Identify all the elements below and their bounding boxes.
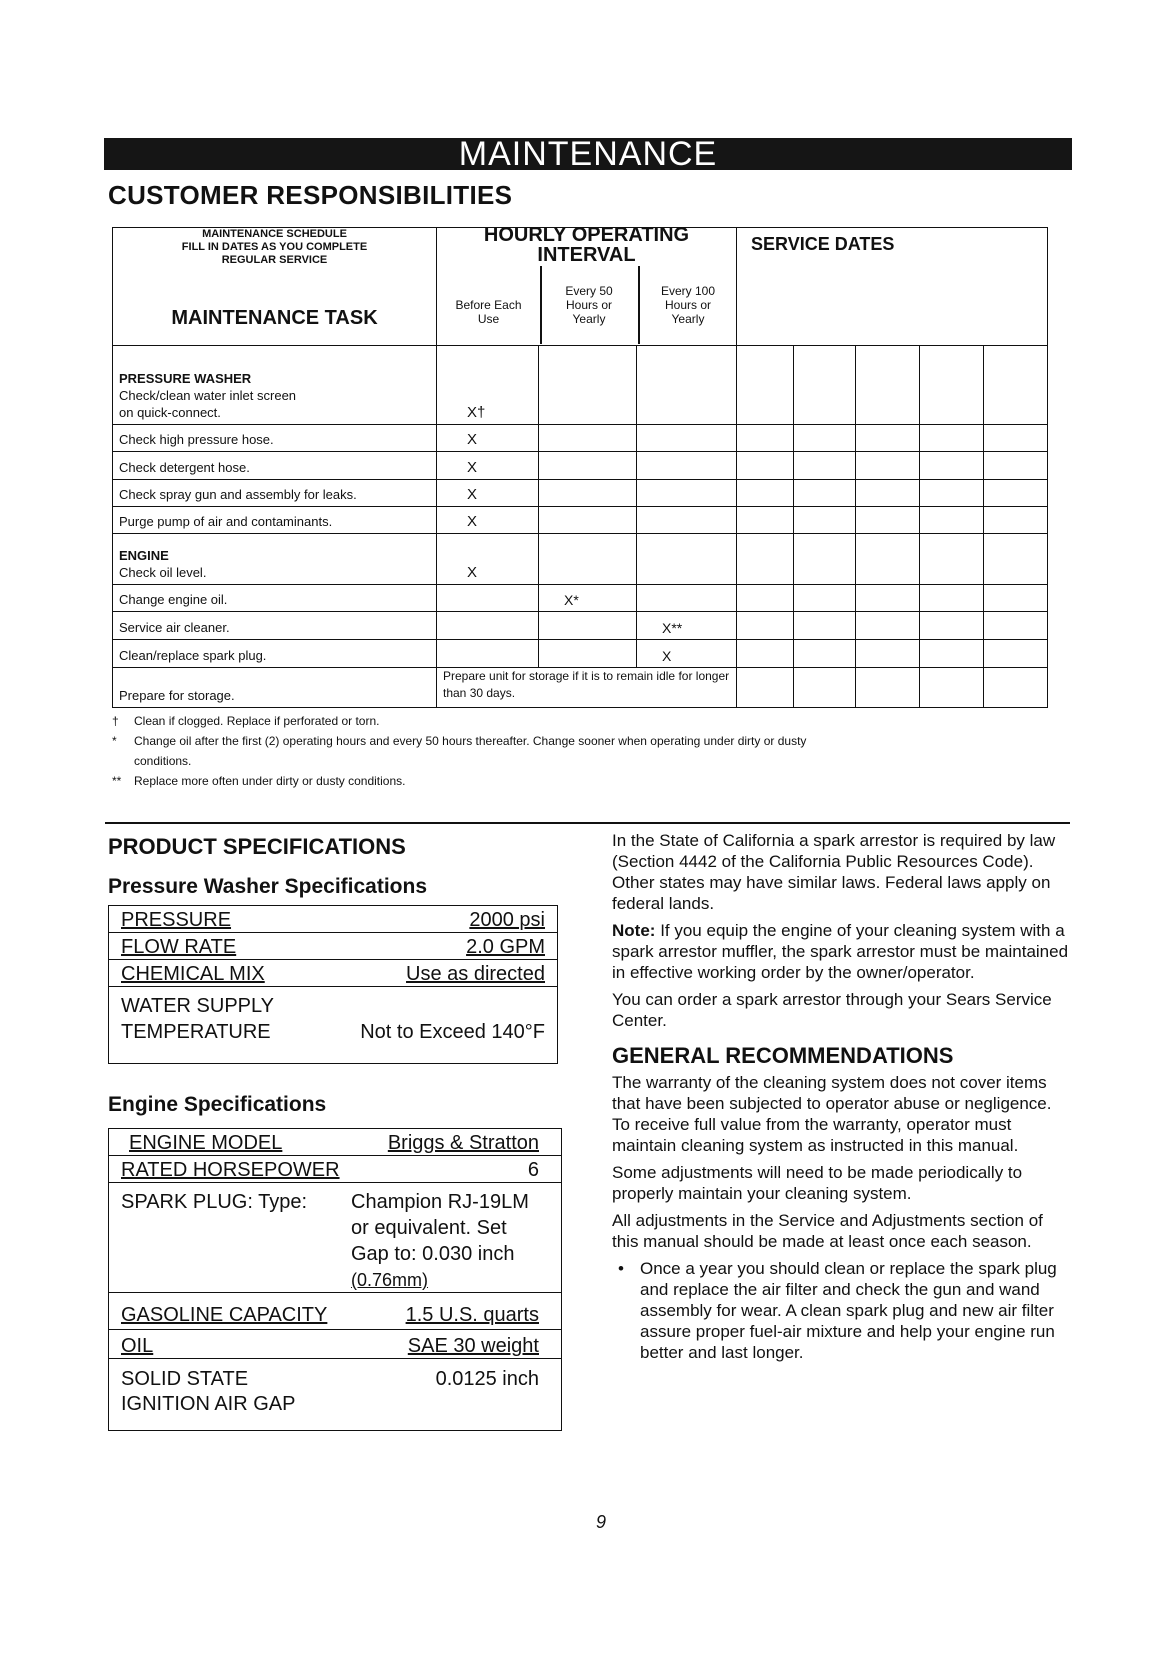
pressure-washer-spec-table	[108, 905, 558, 1064]
oil-label: OIL	[121, 1335, 154, 1357]
interval-mark-cell	[437, 584, 539, 611]
interval-mark-cell: X	[437, 506, 539, 533]
interval-col1-header	[437, 298, 540, 326]
interval-col2-line2: Hours or	[565, 298, 612, 312]
spec-row-pressure	[109, 906, 557, 933]
task-name-line: Check spray gun and assembly for leaks.	[119, 486, 357, 502]
spark-plug-value-4: (0.76mm)	[351, 1270, 429, 1290]
interval-mark-cell	[637, 534, 737, 585]
service-date-cell[interactable]	[794, 479, 856, 506]
task-name-cell	[113, 534, 437, 585]
footnote-2-text: Change oil after the first (2) operating hours and every 50 hours thereafter. Change sooner when operating under dirty or dusty	[134, 734, 807, 748]
footnote-1-mark: †	[112, 714, 119, 728]
water-label-1: WATER SUPPLY	[121, 995, 274, 1017]
horsepower-value: 6	[527, 1159, 539, 1181]
section-banner	[104, 135, 1072, 173]
interval-mark-cell	[637, 346, 737, 425]
footnote-1	[112, 711, 1072, 731]
interval-col3-header	[638, 284, 738, 326]
gasoline-value: 1.5 U.S. quarts	[405, 1304, 539, 1326]
water-value: Not to Exceed 140°F	[360, 1021, 545, 1043]
service-date-cell[interactable]	[737, 425, 794, 452]
spec-row-spark-plug	[109, 1183, 561, 1293]
service-date-cell[interactable]	[737, 346, 794, 425]
engine-spec-table	[108, 1128, 562, 1431]
task-row	[113, 584, 1048, 611]
interval-col2-header	[540, 284, 638, 326]
service-date-cell[interactable]	[984, 584, 1048, 611]
interval-mark-cell	[539, 425, 637, 452]
adjustments-paragraph: Some adjustments will need to be made periodically to properly maintain your cleaning system.	[612, 1163, 1023, 1203]
task-row	[113, 534, 1048, 585]
ignition-label-1: SOLID STATE	[121, 1368, 249, 1390]
schedule-header-line1: MAINTENANCE SCHEDULE	[202, 228, 347, 240]
pressure-label: PRESSURE	[121, 909, 232, 931]
interval-mark-cell: X	[437, 534, 539, 585]
service-date-cell[interactable]	[920, 534, 984, 585]
flow-label: FLOW RATE	[121, 936, 237, 958]
service-date-cell[interactable]	[920, 346, 984, 425]
interval-col3-line3: Yearly	[671, 312, 705, 326]
banner-title: MAINTENANCE	[458, 135, 718, 173]
engine-specs-title: Engine Specifications	[108, 1093, 327, 1116]
task-row	[113, 479, 1048, 506]
service-date-cell[interactable]	[984, 479, 1048, 506]
interval-mark-cell	[637, 584, 737, 611]
interval-mark-cell	[637, 425, 737, 452]
service-date-cell[interactable]	[737, 667, 794, 707]
interval-mark-cell: X	[637, 640, 737, 667]
interval-col2-line3: Yearly	[572, 312, 606, 326]
note-paragraph	[612, 920, 1072, 983]
footnote-3	[112, 771, 1072, 791]
spark-plug-label: SPARK PLUG: Type:	[121, 1191, 308, 1213]
flow-value: 2.0 GPM	[466, 936, 545, 958]
interval-mark-cell: X†	[437, 346, 539, 425]
task-name-line: Prepare for storage.	[119, 688, 235, 703]
service-date-cell[interactable]	[856, 506, 920, 533]
interval-mark-cell	[539, 534, 637, 585]
ignition-label-2: IGNITION AIR GAP	[121, 1393, 296, 1415]
interval-mark-cell: X*	[539, 584, 637, 611]
service-date-cell[interactable]	[920, 452, 984, 479]
water-label-2: TEMPERATURE	[121, 1021, 271, 1043]
service-date-cell[interactable]	[920, 425, 984, 452]
service-date-cell[interactable]	[856, 584, 920, 611]
service-dates-header	[737, 228, 1048, 346]
spec-row-ignition	[109, 1359, 561, 1423]
service-date-cell[interactable]	[794, 640, 856, 667]
interval-mark-cell	[637, 479, 737, 506]
note-text: If you equip the engine of your cleaning system with a spark arrestor muffler, the spark arrestor must be maintained in effective working order by the owner/operator.	[612, 921, 1069, 982]
bullet-dot: •	[618, 1259, 624, 1278]
task-row	[113, 667, 1048, 707]
service-date-cell[interactable]	[856, 640, 920, 667]
pressure-washer-specs-title: Pressure Washer Specifications	[108, 875, 428, 898]
task-row	[113, 452, 1048, 479]
task-name-cell	[113, 667, 437, 707]
interval-mark-cell	[539, 479, 637, 506]
interval-col3-line1: Every 100	[660, 284, 716, 298]
ignition-value: 0.0125 inch	[435, 1368, 539, 1390]
order-arrestor-paragraph: You can order a spark arrestor through your Sears Service Center.	[612, 990, 1052, 1030]
spark-plug-value-1: Champion RJ-19LM	[351, 1191, 529, 1213]
interval-mark-cell: X	[437, 452, 539, 479]
task-name-line: Check high pressure hose.	[119, 432, 274, 448]
storage-note-cell: Prepare unit for storage if it is to remain idle for longer than 30 days.	[437, 667, 737, 707]
spark-plug-value-2: or equivalent. Set	[351, 1217, 507, 1239]
task-name-line: Check oil level.	[119, 564, 207, 580]
task-name-cell	[113, 506, 437, 533]
interval-title-line1: HOURLY OPERATING	[483, 224, 690, 246]
footnotes	[112, 711, 1072, 791]
spec-row-engine-model	[109, 1129, 561, 1156]
pressure-value: 2000 psi	[469, 909, 545, 931]
california-paragraph: In the State of California a spark arrestor is required by law (Section 4442 of the California Public Resources Code). Other states may have similar laws. Federal laws apply on federal lands.	[612, 831, 1056, 913]
interval-mark-cell	[539, 346, 637, 425]
service-dates-label: SERVICE DATES	[751, 234, 895, 254]
task-name-line: ENGINE	[119, 547, 169, 563]
engine-model-label: ENGINE MODEL	[129, 1132, 283, 1154]
service-date-cell[interactable]	[984, 534, 1048, 585]
interval-title-line2: INTERVAL	[537, 244, 636, 266]
bullet-text: Once a year you should clean or replace the spark plug and replace the air filter and check the gun and wand assembly for wear. A clean spark plug and new air filter assure proper fuel-air mixture and help your engine run better and last longer.	[640, 1259, 1057, 1362]
service-date-cell[interactable]	[984, 667, 1048, 707]
service-date-cell[interactable]	[920, 506, 984, 533]
service-date-cell[interactable]	[794, 534, 856, 585]
schedule-header-line2: FILL IN DATES AS YOU COMPLETE	[181, 241, 368, 253]
service-date-cell[interactable]	[794, 506, 856, 533]
spark-plug-value	[351, 1189, 529, 1293]
task-row	[113, 346, 1048, 425]
spec-row-oil	[109, 1330, 561, 1359]
task-name-cell	[113, 425, 437, 452]
footnote-2	[112, 731, 1072, 751]
task-name-cell	[113, 452, 437, 479]
service-date-cell[interactable]	[737, 611, 794, 639]
spec-row-water	[109, 987, 557, 1061]
service-date-cell[interactable]	[920, 667, 984, 707]
season-paragraph: All adjustments in the Service and Adjustments section of this manual should be made at least once each season.	[612, 1211, 1043, 1251]
warranty-paragraph: The warranty of the cleaning system does not cover items that have been subjected to operator abuse or negligence. To receive full value from the warranty, operator must maintain cleaning system as instructed in this manual.	[612, 1073, 1052, 1155]
task-column-label: MAINTENANCE TASK	[171, 307, 378, 329]
service-date-cell[interactable]	[794, 584, 856, 611]
interval-mark-cell: X**	[637, 611, 737, 639]
task-name-line: Change engine oil.	[119, 591, 228, 607]
task-name-cell	[113, 611, 437, 639]
interval-mark-cell	[539, 452, 637, 479]
task-row	[113, 640, 1048, 667]
service-date-cell[interactable]	[856, 346, 920, 425]
interval-col3-line2: Hours or	[664, 298, 711, 312]
note-label: Note:	[612, 921, 656, 940]
interval-header-cell	[437, 224, 737, 346]
service-date-cell[interactable]	[737, 506, 794, 533]
task-name-line: PRESSURE WASHER	[119, 371, 252, 387]
interval-col2-line1: Every 50	[565, 284, 613, 298]
task-name-line: Service air cleaner.	[119, 620, 230, 636]
task-row	[113, 425, 1048, 452]
section-divider	[105, 822, 1070, 824]
service-date-cell[interactable]	[856, 479, 920, 506]
task-row	[113, 611, 1048, 639]
gasoline-label: GASOLINE CAPACITY	[121, 1304, 328, 1326]
chem-value: Use as directed	[406, 963, 545, 985]
service-date-cell[interactable]	[737, 452, 794, 479]
service-date-cell[interactable]	[984, 346, 1048, 425]
service-date-cell[interactable]	[856, 611, 920, 639]
spec-row-gasoline	[109, 1293, 561, 1330]
horsepower-label: RATED HORSEPOWER	[121, 1159, 340, 1181]
task-name-line: on quick-connect.	[119, 405, 221, 421]
service-date-cell[interactable]	[794, 346, 856, 425]
interval-mark-cell	[539, 640, 637, 667]
schedule-header-cell	[113, 228, 437, 346]
customer-responsibilities-title: CUSTOMER RESPONSIBILITIES	[108, 180, 513, 210]
service-date-cell[interactable]	[920, 479, 984, 506]
spec-row-flow	[109, 933, 557, 960]
task-row	[113, 506, 1048, 533]
interval-col1-line1: Before Each	[455, 298, 522, 312]
footnote-2-cont-text: conditions.	[134, 754, 192, 768]
interval-mark-cell: X	[437, 479, 539, 506]
footnote-2-mark: *	[112, 734, 117, 748]
engine-model-value: Briggs & Stratton	[387, 1132, 539, 1154]
service-date-cell[interactable]	[856, 452, 920, 479]
service-date-cell[interactable]	[984, 640, 1048, 667]
task-name-cell	[113, 584, 437, 611]
service-date-cell[interactable]	[737, 640, 794, 667]
bullet-item	[612, 1258, 1072, 1363]
task-name-line: Clean/replace spark plug.	[119, 647, 267, 663]
footnote-2-cont	[112, 751, 1072, 771]
footnote-3-text: Replace more often under dirty or dusty conditions.	[134, 774, 406, 788]
footnote-3-mark: **	[112, 774, 122, 788]
spark-plug-value-3: Gap to: 0.030 inch	[351, 1243, 515, 1265]
service-date-cell[interactable]	[856, 534, 920, 585]
interval-mark-cell: X	[437, 425, 539, 452]
interval-col1-line2: Use	[477, 312, 500, 326]
interval-mark-cell	[437, 611, 539, 639]
task-name-cell	[113, 479, 437, 506]
service-date-cell[interactable]	[737, 479, 794, 506]
interval-mark-cell	[539, 611, 637, 639]
service-date-cell[interactable]	[737, 584, 794, 611]
chem-label: CHEMICAL MIX	[121, 963, 265, 985]
service-date-cell[interactable]	[920, 611, 984, 639]
task-name-line: Purge pump of air and contaminants.	[119, 514, 333, 530]
maintenance-schedule-table	[112, 224, 1048, 708]
task-name-cell	[113, 346, 437, 425]
service-date-cell[interactable]	[737, 534, 794, 585]
interval-mark-cell	[637, 506, 737, 533]
interval-mark-cell	[539, 506, 637, 533]
footnote-1-text: Clean if clogged. Replace if perforated or torn.	[134, 714, 380, 728]
service-date-cell[interactable]	[984, 611, 1048, 639]
schedule-header-line3: REGULAR SERVICE	[221, 254, 328, 266]
service-date-cell[interactable]	[920, 640, 984, 667]
service-date-cell[interactable]	[794, 667, 856, 707]
spec-row-horsepower	[109, 1156, 561, 1183]
task-name-line: Check detergent hose.	[119, 459, 250, 475]
task-name-line: Check/clean water inlet screen	[119, 388, 297, 404]
service-date-cell[interactable]	[856, 667, 920, 707]
general-recommendations-title: GENERAL RECOMMENDATIONS	[612, 1043, 954, 1068]
interval-mark-cell	[437, 640, 539, 667]
service-date-cell[interactable]	[920, 584, 984, 611]
page-number: 9	[596, 1512, 607, 1532]
service-date-cell[interactable]	[984, 506, 1048, 533]
service-date-cell[interactable]	[794, 425, 856, 452]
spec-row-chemical	[109, 960, 557, 987]
service-date-cell[interactable]	[984, 425, 1048, 452]
service-date-cell[interactable]	[984, 452, 1048, 479]
right-column	[612, 830, 1072, 1363]
oil-value: SAE 30 weight	[407, 1335, 539, 1357]
service-date-cell[interactable]	[794, 452, 856, 479]
service-date-cell[interactable]	[856, 425, 920, 452]
product-specifications-title: PRODUCT SPECIFICATIONS	[108, 834, 406, 859]
task-name-cell	[113, 640, 437, 667]
interval-mark-cell	[637, 452, 737, 479]
service-date-cell[interactable]	[794, 611, 856, 639]
